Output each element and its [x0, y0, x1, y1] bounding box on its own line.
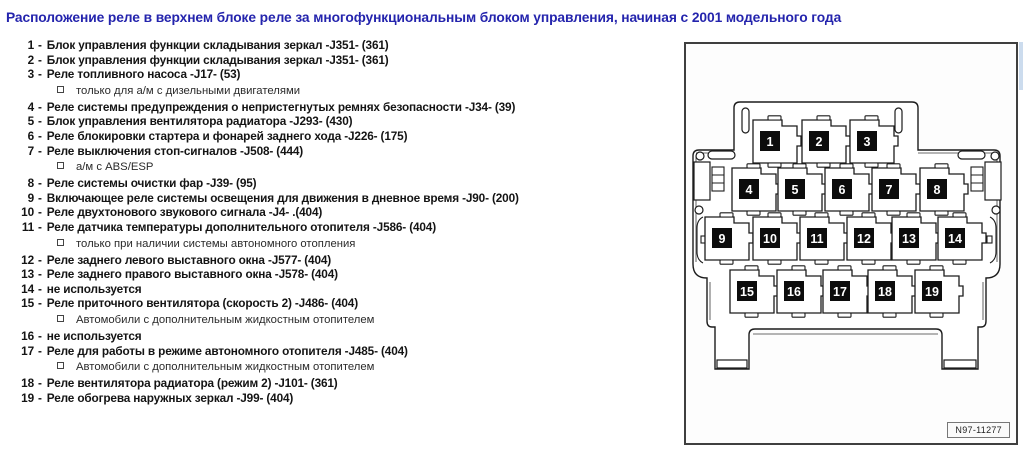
legend-item-text: Реле двухтонового звукового сигнала -J4- .(404): [46, 205, 323, 220]
square-bullet-icon: [57, 362, 64, 369]
square-bullet-icon: [57, 239, 64, 246]
legend-note: [6, 360, 678, 374]
legend-note-text: Автомобили с дополнительным жидкостным отопителем: [76, 313, 375, 326]
legend-item-number: 17: [21, 343, 34, 358]
legend-item-text: Реле приточного вентилятора (скорость 2) -J486- (404): [46, 296, 358, 311]
legend-note-text: а/м с ABS/ESP: [76, 161, 154, 174]
legend-item: [6, 144, 678, 159]
square-bullet-icon: [57, 315, 64, 322]
legend-item-number: 10: [21, 205, 34, 220]
legend-item: [6, 191, 678, 206]
legend-item-text: Реле датчика температуры дополнительного отопителя -J586- (404): [46, 219, 437, 234]
legend-item-dash: -: [38, 205, 42, 220]
relay-number-label: 12: [857, 231, 871, 246]
legend-note: [6, 313, 678, 327]
legend-item-text: Блок управления вентилятора радиатора -J293- (430): [46, 114, 353, 129]
legend-item: [6, 67, 678, 82]
legend-item-text: Реле заднего правого выставного окна -J578- (404): [46, 267, 338, 282]
legend-item-dash: -: [38, 252, 42, 267]
relay-number-label: 9: [718, 231, 726, 246]
legend-item-text: Реле заднего левого выставного окна -J577- (404): [46, 252, 332, 267]
page-title: Расположение реле в верхнем блоке реле за многофункциональным блоком управления, начиная с 2001 модельного года: [6, 10, 842, 25]
slot-capsule-right: [958, 151, 985, 159]
legend-item-dash: -: [38, 176, 42, 191]
legend-note-text: Автомобили с дополнительным жидкостным отопителем: [76, 361, 375, 374]
legend-item: [6, 344, 678, 359]
relay-number-label: 5: [791, 182, 799, 197]
legend-note-text: только при наличии системы автономного отопления: [76, 237, 356, 250]
legend-item-number: 12: [21, 252, 34, 267]
relay-number-label: 17: [833, 284, 847, 299]
legend-item-dash: -: [38, 343, 42, 358]
relay-number-label: 8: [933, 182, 941, 197]
relay-block-drawing: [686, 44, 1016, 443]
legend-item-text: Реле топливного насоса -J17- (53): [46, 67, 241, 82]
legend-item-number: 9: [27, 190, 34, 205]
legend-item-number: 18: [21, 376, 34, 391]
relay-number-label: 11: [810, 231, 824, 246]
legend-item-dash: -: [38, 114, 42, 129]
legend-item-number: 16: [21, 328, 34, 343]
relay-number-label: 14: [948, 231, 962, 246]
legend-item-text: Блок управления функции складывания зеркал -J351- (361): [46, 38, 389, 52]
relay-number-label: 18: [878, 284, 892, 299]
legend-item: [6, 267, 678, 282]
square-bullet-icon: [57, 86, 64, 93]
legend-item-number: 14: [21, 281, 34, 296]
legend-item: [6, 129, 678, 144]
left-foot: [717, 360, 747, 368]
legend-note: [6, 84, 678, 98]
legend-item-dash: -: [38, 390, 42, 405]
legend-item-dash: -: [38, 328, 42, 343]
relay-legend: [6, 38, 678, 405]
legend-item-number: 5: [27, 114, 34, 129]
top-slot-right: [895, 108, 902, 133]
legend-note: [6, 160, 678, 174]
legend-item: [6, 329, 678, 344]
relay-number-label: 19: [925, 284, 939, 299]
legend-item-number: 19: [21, 390, 34, 405]
legend-item-number: 8: [27, 176, 34, 191]
relay-number-label: 15: [740, 284, 754, 299]
square-bullet-icon: [57, 162, 64, 169]
side-connector-left: [694, 162, 710, 200]
slot-capsule-left: [708, 151, 735, 159]
legend-item-number: 15: [21, 296, 34, 311]
legend-item: [6, 282, 678, 297]
legend-item-text: Блок управления функции складывания зеркал -J351- (361): [46, 52, 389, 67]
figure-number-label: N97-11277: [947, 422, 1010, 438]
relay-number-label: 7: [885, 182, 893, 197]
legend-note: [6, 237, 678, 251]
side-connector-right: [985, 162, 1001, 200]
legend-item-text: Реле обогрева наружных зеркал -J99- (404): [46, 390, 294, 405]
legend-item-dash: -: [38, 219, 42, 234]
legend-item-dash: -: [38, 38, 42, 52]
legend-item-text: не используется: [46, 281, 142, 296]
legend-item: [6, 100, 678, 115]
right-foot: [944, 360, 976, 368]
relay-number-label: 13: [902, 231, 916, 246]
legend-item-text: Реле системы предупреждения о непристегнутых ремнях безопасности -J34- (39): [46, 99, 516, 114]
side-terminal-left: [712, 167, 724, 191]
scrollbar-strip[interactable]: [1019, 42, 1023, 90]
legend-item-number: 1: [27, 38, 34, 52]
legend-item-number: 3: [27, 67, 34, 82]
legend-item-dash: -: [38, 296, 42, 311]
legend-item-dash: -: [38, 267, 42, 282]
legend-item-dash: -: [38, 376, 42, 391]
legend-item-dash: -: [38, 143, 42, 158]
side-terminal-right: [971, 167, 983, 191]
legend-item-dash: -: [38, 190, 42, 205]
legend-item-text: не используется: [46, 328, 142, 343]
legend-item-number: 7: [27, 143, 34, 158]
relay-number-label: 3: [863, 134, 871, 149]
relay-number-label: 6: [838, 182, 846, 197]
legend-item: [6, 114, 678, 129]
legend-item: [6, 176, 678, 191]
legend-item: [6, 296, 678, 311]
legend-item-dash: -: [38, 128, 42, 143]
legend-item-number: 13: [21, 267, 34, 282]
legend-item-text: Реле выключения стоп-сигналов -J508- (444): [46, 143, 304, 158]
legend-item-dash: -: [38, 52, 42, 67]
legend-item: [6, 220, 678, 235]
legend-item: [6, 38, 678, 53]
legend-item: [6, 253, 678, 268]
legend-item-number: 2: [27, 52, 34, 67]
relay-number-label: 16: [787, 284, 801, 299]
legend-item: [6, 376, 678, 391]
legend-item: [6, 205, 678, 220]
legend-item: [6, 391, 678, 406]
legend-item-dash: -: [38, 281, 42, 296]
legend-note-text: только для а/м с дизельными двигателями: [76, 84, 301, 97]
relay-number-label: 2: [815, 134, 823, 149]
legend-item-dash: -: [38, 99, 42, 114]
legend-item-number: 4: [27, 99, 34, 114]
legend-item-text: Реле блокировки стартера и фонарей заднего хода -J226- (175): [46, 128, 408, 143]
legend-item-text: Реле системы очистки фар -J39- (95): [46, 176, 257, 191]
relay-location-diagram: [684, 42, 1018, 445]
legend-item-number: 11: [21, 219, 34, 234]
legend-item-text: Реле вентилятора радиатора (режим 2) -J101- (361): [46, 376, 338, 391]
legend-item: [6, 53, 678, 68]
legend-item-text: Включающее реле системы освещения для движения в дневное время -J90- (200): [46, 190, 519, 205]
legend-item-dash: -: [38, 67, 42, 82]
relay-number-label: 1: [766, 134, 774, 149]
top-slot-left: [742, 108, 749, 133]
legend-item-number: 6: [27, 128, 34, 143]
relay-number-label: 10: [763, 231, 777, 246]
legend-item-text: Реле для работы в режиме автономного отопителя -J485- (404): [46, 343, 408, 358]
relay-number-label: 4: [745, 182, 753, 197]
